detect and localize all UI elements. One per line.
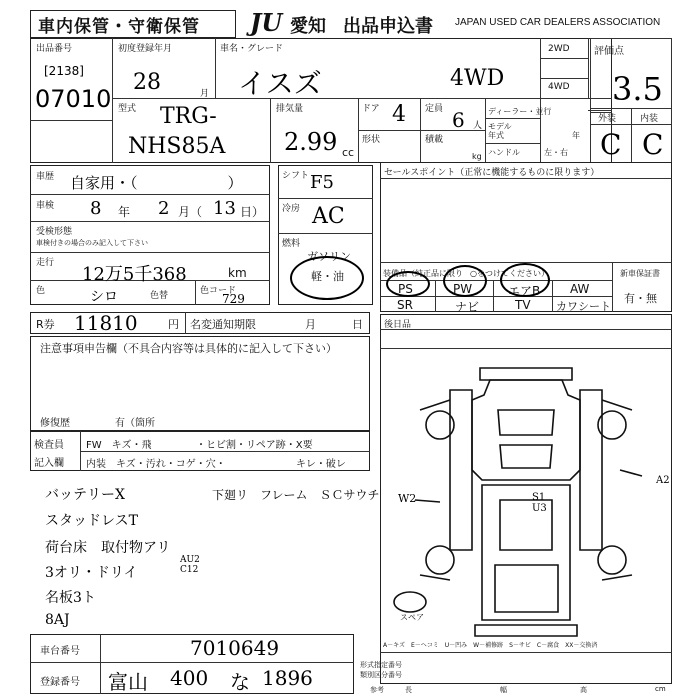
reg-year: 28: [133, 70, 161, 95]
diagram-w2: W2: [398, 492, 417, 505]
note-line: 3オリ・ドリイ: [45, 565, 138, 581]
equip-ab: エアB: [508, 284, 541, 298]
after-install-label: 後日品: [384, 320, 412, 330]
displacement-value: 2.99: [284, 128, 338, 156]
airbag-circle: [500, 263, 550, 297]
reg-month-unit: 月: [200, 89, 210, 99]
insp-year-unit: 年: [118, 205, 131, 219]
note-line: 8AJ: [45, 612, 70, 628]
height-label: 高: [580, 686, 587, 694]
equipment-header-2: ○をつけてください）: [470, 269, 549, 278]
equip-tv: TV: [515, 298, 531, 312]
interior-row-2: キレ・破レ: [296, 459, 346, 470]
form-title: 出品申込書: [343, 16, 433, 37]
mileage-value: 12万5千368: [82, 264, 187, 285]
storage-label: 車内保管・守衛保管: [38, 17, 200, 37]
shift-value: F5: [310, 172, 334, 193]
load-label: 積載: [425, 135, 444, 145]
handle-options: 左・右: [544, 148, 568, 157]
frame-no-label: 車台番号: [40, 646, 80, 657]
sales-point-label: セールスポイント（正常に機能するものに限ります）: [384, 168, 600, 178]
car-damage-diagram: [380, 350, 672, 640]
diagram-center: S1 U3: [532, 492, 547, 514]
model-type-label: 型式: [118, 104, 137, 114]
km-unit: km: [228, 266, 247, 280]
displacement-label: 排気量: [276, 104, 304, 114]
color-code-value: 729: [222, 292, 245, 306]
insp-year: 8: [90, 198, 102, 219]
inspector-label: 検査員: [34, 440, 64, 451]
kg-unit: kg: [472, 152, 482, 161]
repair-history-label: 修復歴: [40, 418, 70, 429]
capacity-value: 6: [452, 108, 465, 132]
equip-pw: PW: [453, 282, 473, 296]
exterior-label: 外装: [598, 114, 617, 124]
recycle-label: 受検形態: [36, 227, 73, 237]
fw-row-2: ・ヒビ割・リペア跡・X要: [196, 440, 313, 451]
repair-yes-label: 有（箇所: [115, 418, 155, 429]
rating-label: 評価点: [594, 46, 624, 57]
ju-logo: JU: [250, 8, 283, 37]
handle-label: ハンドル: [488, 148, 520, 157]
warranty-options: 有・無: [624, 292, 657, 305]
note-line: 名板3ト: [45, 590, 96, 606]
form-stamp-label: 形式指定番号: [360, 661, 402, 669]
color-label: 色: [36, 286, 46, 296]
r-ticket-amount: 11810: [74, 311, 138, 335]
equip-ps: PS: [398, 282, 413, 296]
capacity-label: 定員: [425, 104, 444, 114]
entry-field-label: 記入欄: [34, 458, 64, 469]
interior-row: 内装 キズ・汚れ・コゲ・穴・: [86, 459, 226, 470]
capacity-unit: 人: [473, 121, 483, 131]
insp-month: 2: [158, 198, 170, 219]
year-unit: 年: [572, 131, 580, 140]
month-label: 月: [305, 318, 316, 331]
int-grade: C: [642, 128, 664, 161]
cc-unit: cc: [342, 146, 355, 159]
association-name: JAPAN USED CAR DEALERS ASSOCIATION: [455, 17, 661, 28]
doors-label: ドア: [362, 104, 380, 114]
mileage-label: 走行: [36, 258, 55, 268]
ext-grade: C: [600, 128, 622, 161]
diagram-a2: A2: [656, 475, 670, 486]
equip-navi: ナビ: [455, 300, 480, 314]
reg-no-label: 登録番号: [40, 677, 80, 688]
ac-label: 冷房: [282, 204, 301, 214]
new-warranty-label: 新車保証書: [620, 269, 660, 278]
ps-circle: [386, 271, 430, 297]
cm-label: cm: [655, 685, 666, 693]
equip-seat: カワシート: [556, 300, 611, 313]
lot-number: 07010: [35, 85, 112, 113]
model-year-label: モデル 年式: [488, 122, 512, 140]
insp-day: 13: [213, 198, 236, 219]
drive-2wd: 2WD: [548, 44, 570, 54]
equip-aw: AW: [570, 282, 590, 296]
damage-legend: A－キズ E－ヘコミ U－凹み W－補修跡 S－サビ C－腐食 XX－交換済: [383, 642, 598, 649]
equipment-header: 装備品（純正品に限り: [383, 269, 463, 278]
inspection-label: 車検: [36, 201, 55, 211]
day-label: 日: [352, 318, 363, 331]
insp-day-unit: 日）: [240, 205, 265, 219]
recycle-note: 車検付きの場合のみ記入して下さい: [36, 239, 148, 247]
note-line: スタッドレスT: [45, 513, 138, 529]
car-name-label: 車名・グレード: [220, 44, 284, 54]
note-line: バッテリーX: [45, 487, 125, 503]
shape-label: 形状: [362, 135, 381, 145]
first-reg-label: 初度登録年月: [118, 44, 173, 54]
ref-label: 参考: [370, 686, 384, 694]
fuel-label: 燃料: [282, 239, 301, 249]
color-value: シロ: [90, 289, 118, 305]
model-code-2: NHS85A: [128, 134, 226, 159]
length-label: 長: [405, 686, 412, 694]
insp-month-unit: 月（: [178, 205, 203, 219]
lot-no-label: 出品番号: [36, 44, 73, 54]
notice-label: 注意事項申告欄（不具合内容等は具体的に記入して下さい）: [40, 342, 337, 355]
dealer-label: ディーラー・並行: [488, 107, 552, 116]
plate-number: 1896: [262, 666, 313, 690]
score: 3.5: [612, 70, 663, 108]
ac-value: AC: [312, 204, 345, 229]
pw-circle: [443, 265, 487, 297]
class-no-label: 類別区分番号: [360, 671, 402, 679]
fuel-gas: ガソリン: [307, 250, 351, 263]
name-change-label: 名変通知期限: [190, 318, 256, 331]
fw-row: FW キズ・飛: [86, 440, 152, 451]
frame-number: 7010649: [190, 636, 280, 660]
doors-value: 4: [392, 102, 406, 127]
yen-label: 円: [168, 318, 179, 331]
model-code-1: TRG-: [160, 104, 217, 129]
equip-sr: SR: [397, 298, 413, 312]
frame-notes: 下廻リ フレーム ＳＣサウチ: [212, 488, 380, 502]
car-grade: 4WD: [450, 66, 505, 91]
color-change-label: 色替: [150, 291, 169, 301]
small-note: AU2 C12: [180, 555, 200, 575]
drive-4wd: 4WD: [548, 82, 570, 92]
interior-label: 内装: [640, 114, 659, 124]
car-make: イスズ: [238, 67, 322, 100]
history-label: 車歴: [36, 172, 55, 182]
plate-kana: な: [230, 670, 250, 694]
lot-bracket: [2138]: [44, 64, 84, 78]
plate-class: 400: [170, 666, 209, 690]
spare-label: スペア: [400, 613, 424, 622]
color-code-label: 色コード: [200, 286, 237, 296]
plate-region: 富山: [108, 670, 148, 694]
fuel-diesel: 軽・油: [311, 270, 344, 283]
width-label: 幅: [500, 686, 507, 694]
shift-label: シフト: [282, 171, 310, 181]
org-name: 愛知: [290, 16, 326, 37]
history-value: 自家用・（ ）: [70, 174, 243, 192]
fuel-circle: [290, 256, 364, 300]
note-line: 荷台床 取付物アリ: [45, 540, 171, 556]
r-ticket-label: R券: [36, 318, 55, 331]
